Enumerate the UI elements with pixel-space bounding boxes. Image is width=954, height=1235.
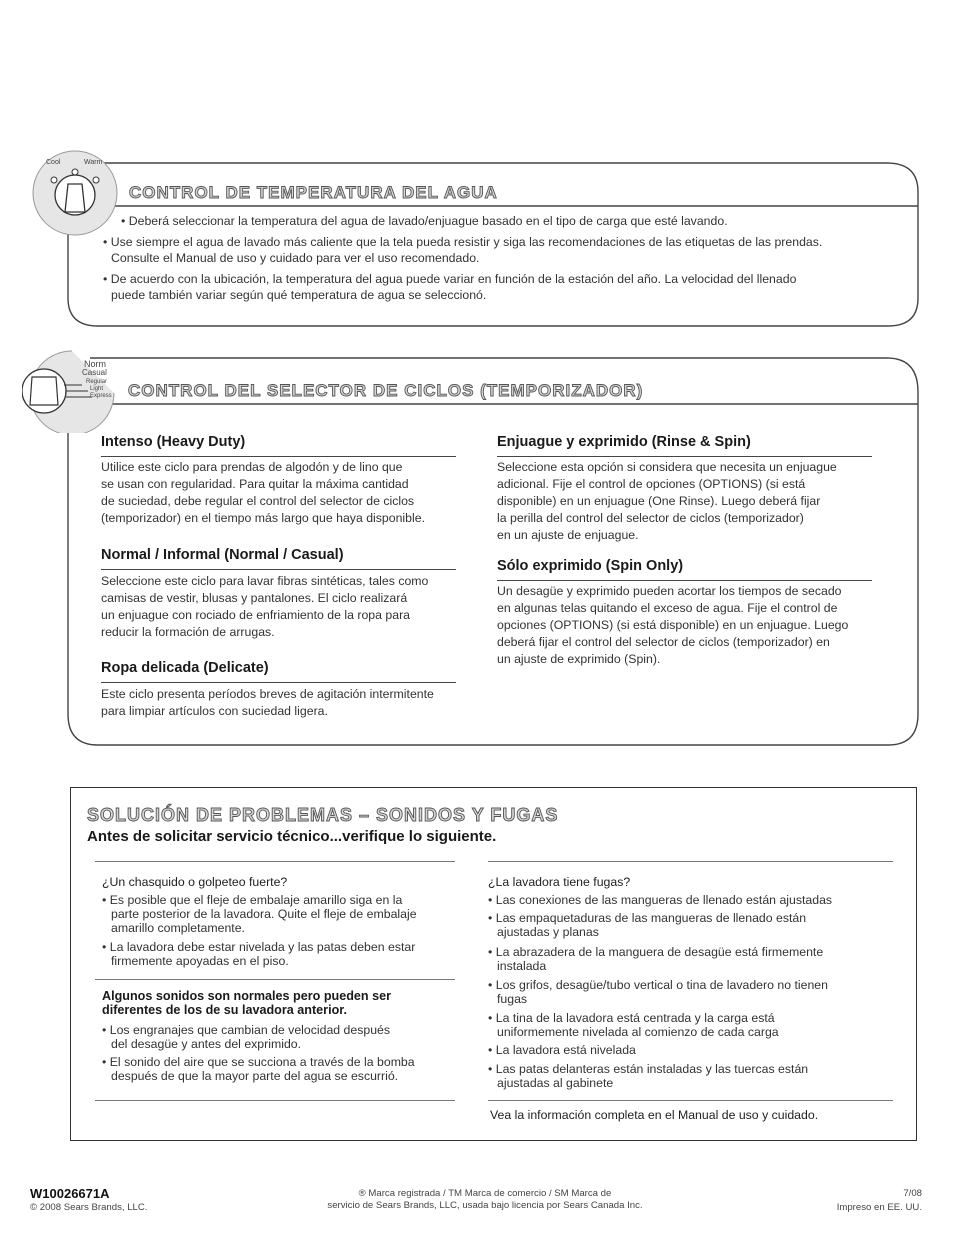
divider [95, 979, 455, 980]
dial-label-warm: Warm [84, 159, 103, 166]
bullet-text: Las conexiones de las mangueras de llenado están ajustadas [495, 893, 833, 907]
list-item: • La abrazadera de la manguera de desagüe está firmemente instalada [488, 945, 824, 974]
question-leaks: ¿La lavadora tiene fugas? [488, 875, 631, 889]
bullet-text: ajustadas y planas [497, 925, 599, 940]
bullet-text: De acuerdo con la ubicación, la temperatura del agua puede variar en función de la estación del año. La velocidad del llenado [110, 272, 797, 286]
cycle-dial-icon [22, 347, 122, 433]
text-line: Un desagüe y exprimido pueden acortar los tiempos de secado [497, 584, 842, 598]
trademark-notice [270, 1188, 700, 1212]
bullet-text: ajustadas al gabinete [497, 1076, 614, 1091]
bullet-text: Use siempre el agua de lavado más caliente que la tela pueda resistir y siga las recomendaciones de las etiquetas de las prendas. [110, 235, 823, 249]
dial-label-casual: Casual [82, 368, 107, 377]
text-line: reducir la formación de arrugas. [101, 625, 275, 639]
list-item: • La lavadora debe estar nivelada y las patas deben estar firmemente apoyadas en el piso. [102, 940, 416, 969]
divider [95, 861, 455, 862]
list-item: • Las empaquetaduras de las mangueras de llenado están ajustadas y planas [488, 911, 807, 940]
bullet-text: Las empaquetaduras de las mangueras de llenado están [495, 911, 807, 925]
divider [101, 456, 456, 457]
list-item: • Los grifos, desagüe/tubo vertical o tina de lavadero no tienen fugas [488, 978, 828, 1007]
text-line: Seleccione esta opción si considera que necesita un enjuague [497, 460, 837, 474]
text-line: Seleccione este ciclo para lavar fibras sintéticas, tales como [101, 574, 429, 588]
print-date: 7/08 [903, 1188, 922, 1199]
cycle-heading-rinse-spin: Enjuague y exprimido (Rinse & Spin) [497, 434, 751, 450]
list-item: • Es posible que el fleje de embalaje amarillo siga en la parte posterior de la lavadora. Quite el fleje de embalaje amarillo completamente. [102, 893, 417, 936]
divider [497, 580, 872, 581]
text-line: ® Marca registrada / TM Marca de comercio / SM Marca de [358, 1188, 612, 1199]
bullet-text: amarillo completamente. [111, 921, 245, 936]
bullet-text: uniformemente nivelada al comienzo de cada carga [497, 1025, 779, 1040]
text-line: se usan con regularidad. Para quitar la máxima cantidad [101, 477, 409, 491]
cycle-heading-normal-casual: Normal / Informal (Normal / Casual) [101, 547, 344, 563]
text-line: la perilla del control del selector de ciclos (temporizador) [497, 511, 804, 525]
dial-label-express: Express [90, 393, 112, 399]
bullet-text: puede también variar según qué temperatura de agua se seleccionó. [111, 287, 487, 302]
text-line: para limpiar artículos con suciedad ligera. [101, 704, 328, 718]
bullet-text: fugas [497, 992, 528, 1007]
cycle-description [497, 459, 837, 544]
text-line: servicio de Sears Brands, LLC, usada bajo licencia por Sears Canada Inc. [327, 1200, 643, 1211]
text-line: en un ajuste de enjuague. [497, 528, 639, 542]
section-subtitle: Antes de solicitar servicio técnico...verifique lo siguiente. [87, 828, 497, 845]
text-line: un ajuste de exprimido (Spin). [497, 652, 661, 666]
divider [488, 1100, 893, 1101]
text-line: de suciedad, debe regular el control del selector de ciclos [101, 494, 415, 508]
bullet-text: Las patas delanteras están instaladas y las tuercas están [495, 1062, 809, 1076]
text-line: Este ciclo presenta períodos breves de agitación intermitente [101, 687, 434, 701]
text-line: camisas de vestir, blusas y pantalones. El ciclo realizará [101, 591, 408, 605]
bullet-text: firmemente apoyadas en el piso. [111, 954, 289, 969]
dial-label-cool: Cool [46, 159, 61, 166]
cycle-heading-delicate: Ropa delicada (Delicate) [101, 660, 269, 676]
divider [95, 1100, 455, 1101]
list-item: • El sonido del aire que se succiona a través de la bomba después de que la mayor parte del agua se escurrió. [102, 1055, 415, 1084]
list-item: • La tina de la lavadora está centrada y la carga está uniformemente nivelada al comienzo de cada carga [488, 1011, 779, 1040]
cycle-description [101, 573, 428, 641]
printed-in: Impreso en EE. UU. [836, 1202, 922, 1213]
divider [101, 682, 456, 683]
text-line: disponible) en un enjuague (One Rinse). Luego deberá fijar [497, 494, 821, 508]
bullet-text: Los engranajes que cambian de velocidad después [109, 1023, 391, 1037]
text-line: adicional. Fije el control de opciones (OPTIONS) (si está [497, 477, 806, 491]
bullet-text: El sonido del aire que se succiona a través de la bomba [109, 1055, 415, 1069]
cycle-heading-heavy-duty: Intenso (Heavy Duty) [101, 434, 246, 450]
cycle-description [101, 459, 425, 527]
manual-note: Vea la información completa en el Manual de uso y cuidado. [490, 1108, 819, 1122]
list-item: • De acuerdo con la ubicación, la temperatura del agua puede variar en función de la estación del año. La velocidad del llenado puede también variar según qué temperatura de agua se seleccionó. [103, 272, 797, 302]
section-title: CONTROL DEL SELECTOR DE CICLOS (TEMPORIZADOR) [128, 381, 644, 400]
question-normal-sounds [102, 989, 391, 1017]
text-line: diferentes de los de su lavadora anterior. [102, 1003, 347, 1017]
section-title: CONTROL DE TEMPERATURA DEL AGUA [129, 183, 498, 202]
bullet-text: Es posible que el fleje de embalaje amarillo siga en la [109, 893, 403, 907]
dial-label-regular: Regular [86, 379, 108, 385]
bullet-text: Los grifos, desagüe/tubo vertical o tina de lavadero no tienen [495, 978, 828, 992]
text-line: deberá fijar el control del selector de ciclos (temporizador) en [497, 635, 830, 649]
section-troubleshooting [70, 787, 917, 1141]
divider [497, 456, 872, 457]
bullet-text: Deberá seleccionar la temperatura del agua de lavado/enjuague basado en el tipo de carga que esté lavando. [128, 214, 728, 228]
dial-label-norm: Norm [84, 359, 106, 369]
text-line: (temporizador) en el tiempo más largo que haya disponible. [101, 511, 425, 525]
copyright: © 2008 Sears Brands, LLC. [30, 1202, 148, 1213]
list-item: • Deberá seleccionar la temperatura del agua de lavado/enjuague basado en el tipo de carga que esté lavando. [121, 214, 728, 228]
bullet-text: del desagüe y antes del exprimido. [111, 1037, 302, 1052]
bullet-text: después de que la mayor parte del agua se escurrió. [111, 1069, 399, 1084]
bullet-text: parte posterior de la lavadora. Quite el fleje de embalaje [111, 907, 417, 922]
bullet-text: instalada [497, 959, 547, 974]
part-number: W10026671A [30, 1186, 110, 1201]
bullet-text: La tina de la lavadora está centrada y la carga está [495, 1011, 775, 1025]
divider [488, 861, 893, 862]
dial-label-light: Light [90, 386, 104, 392]
bullet-text: Consulte el Manual de uso y cuidado para ver el uso recomendado. [111, 250, 480, 265]
divider [101, 569, 456, 570]
text-line: opciones (OPTIONS) (si está disponible) en un enjuague. Luego [497, 618, 849, 632]
list-item: • Los engranajes que cambian de velocidad después del desagüe y antes del exprimido. [102, 1023, 391, 1052]
list-item: • La lavadora está nivelada [488, 1043, 636, 1057]
text-line: en algunas telas quitando el exceso de agua. Fije el control de [497, 601, 838, 615]
text-line: Algunos sonidos son normales pero pueden ser [102, 989, 392, 1003]
bullet-text: La lavadora está nivelada [495, 1043, 636, 1057]
list-item: • Las patas delanteras están instaladas y las tuercas están ajustadas al gabinete [488, 1062, 809, 1091]
section-title: SOLUCIÓN DE PROBLEMAS – SONIDOS Y FUGAS [87, 805, 559, 825]
list-item: • Use siempre el agua de lavado más caliente que la tela pueda resistir y siga las recomendaciones de las etiquetas de las prendas. Consulte el Manual de uso y cuidado para ver el uso recomendado. [103, 235, 823, 265]
text-line: Utilice este ciclo para prendas de algodón y de lino que [101, 460, 403, 474]
bullet-text: La lavadora debe estar nivelada y las patas deben estar [109, 940, 416, 954]
list-item: • Las conexiones de las mangueras de llenado están ajustadas [488, 893, 833, 907]
text-line: un enjuague con rociado de enfriamiento de la ropa para [101, 608, 411, 622]
question-knocking: ¿Un chasquido o golpeteo fuerte? [102, 875, 288, 889]
bullet-text: La abrazadera de la manguera de desagüe está firmemente [495, 945, 824, 959]
cycle-heading-spin-only: Sólo exprimido (Spin Only) [497, 558, 684, 574]
cycle-description [497, 583, 848, 668]
cycle-description [101, 686, 434, 720]
